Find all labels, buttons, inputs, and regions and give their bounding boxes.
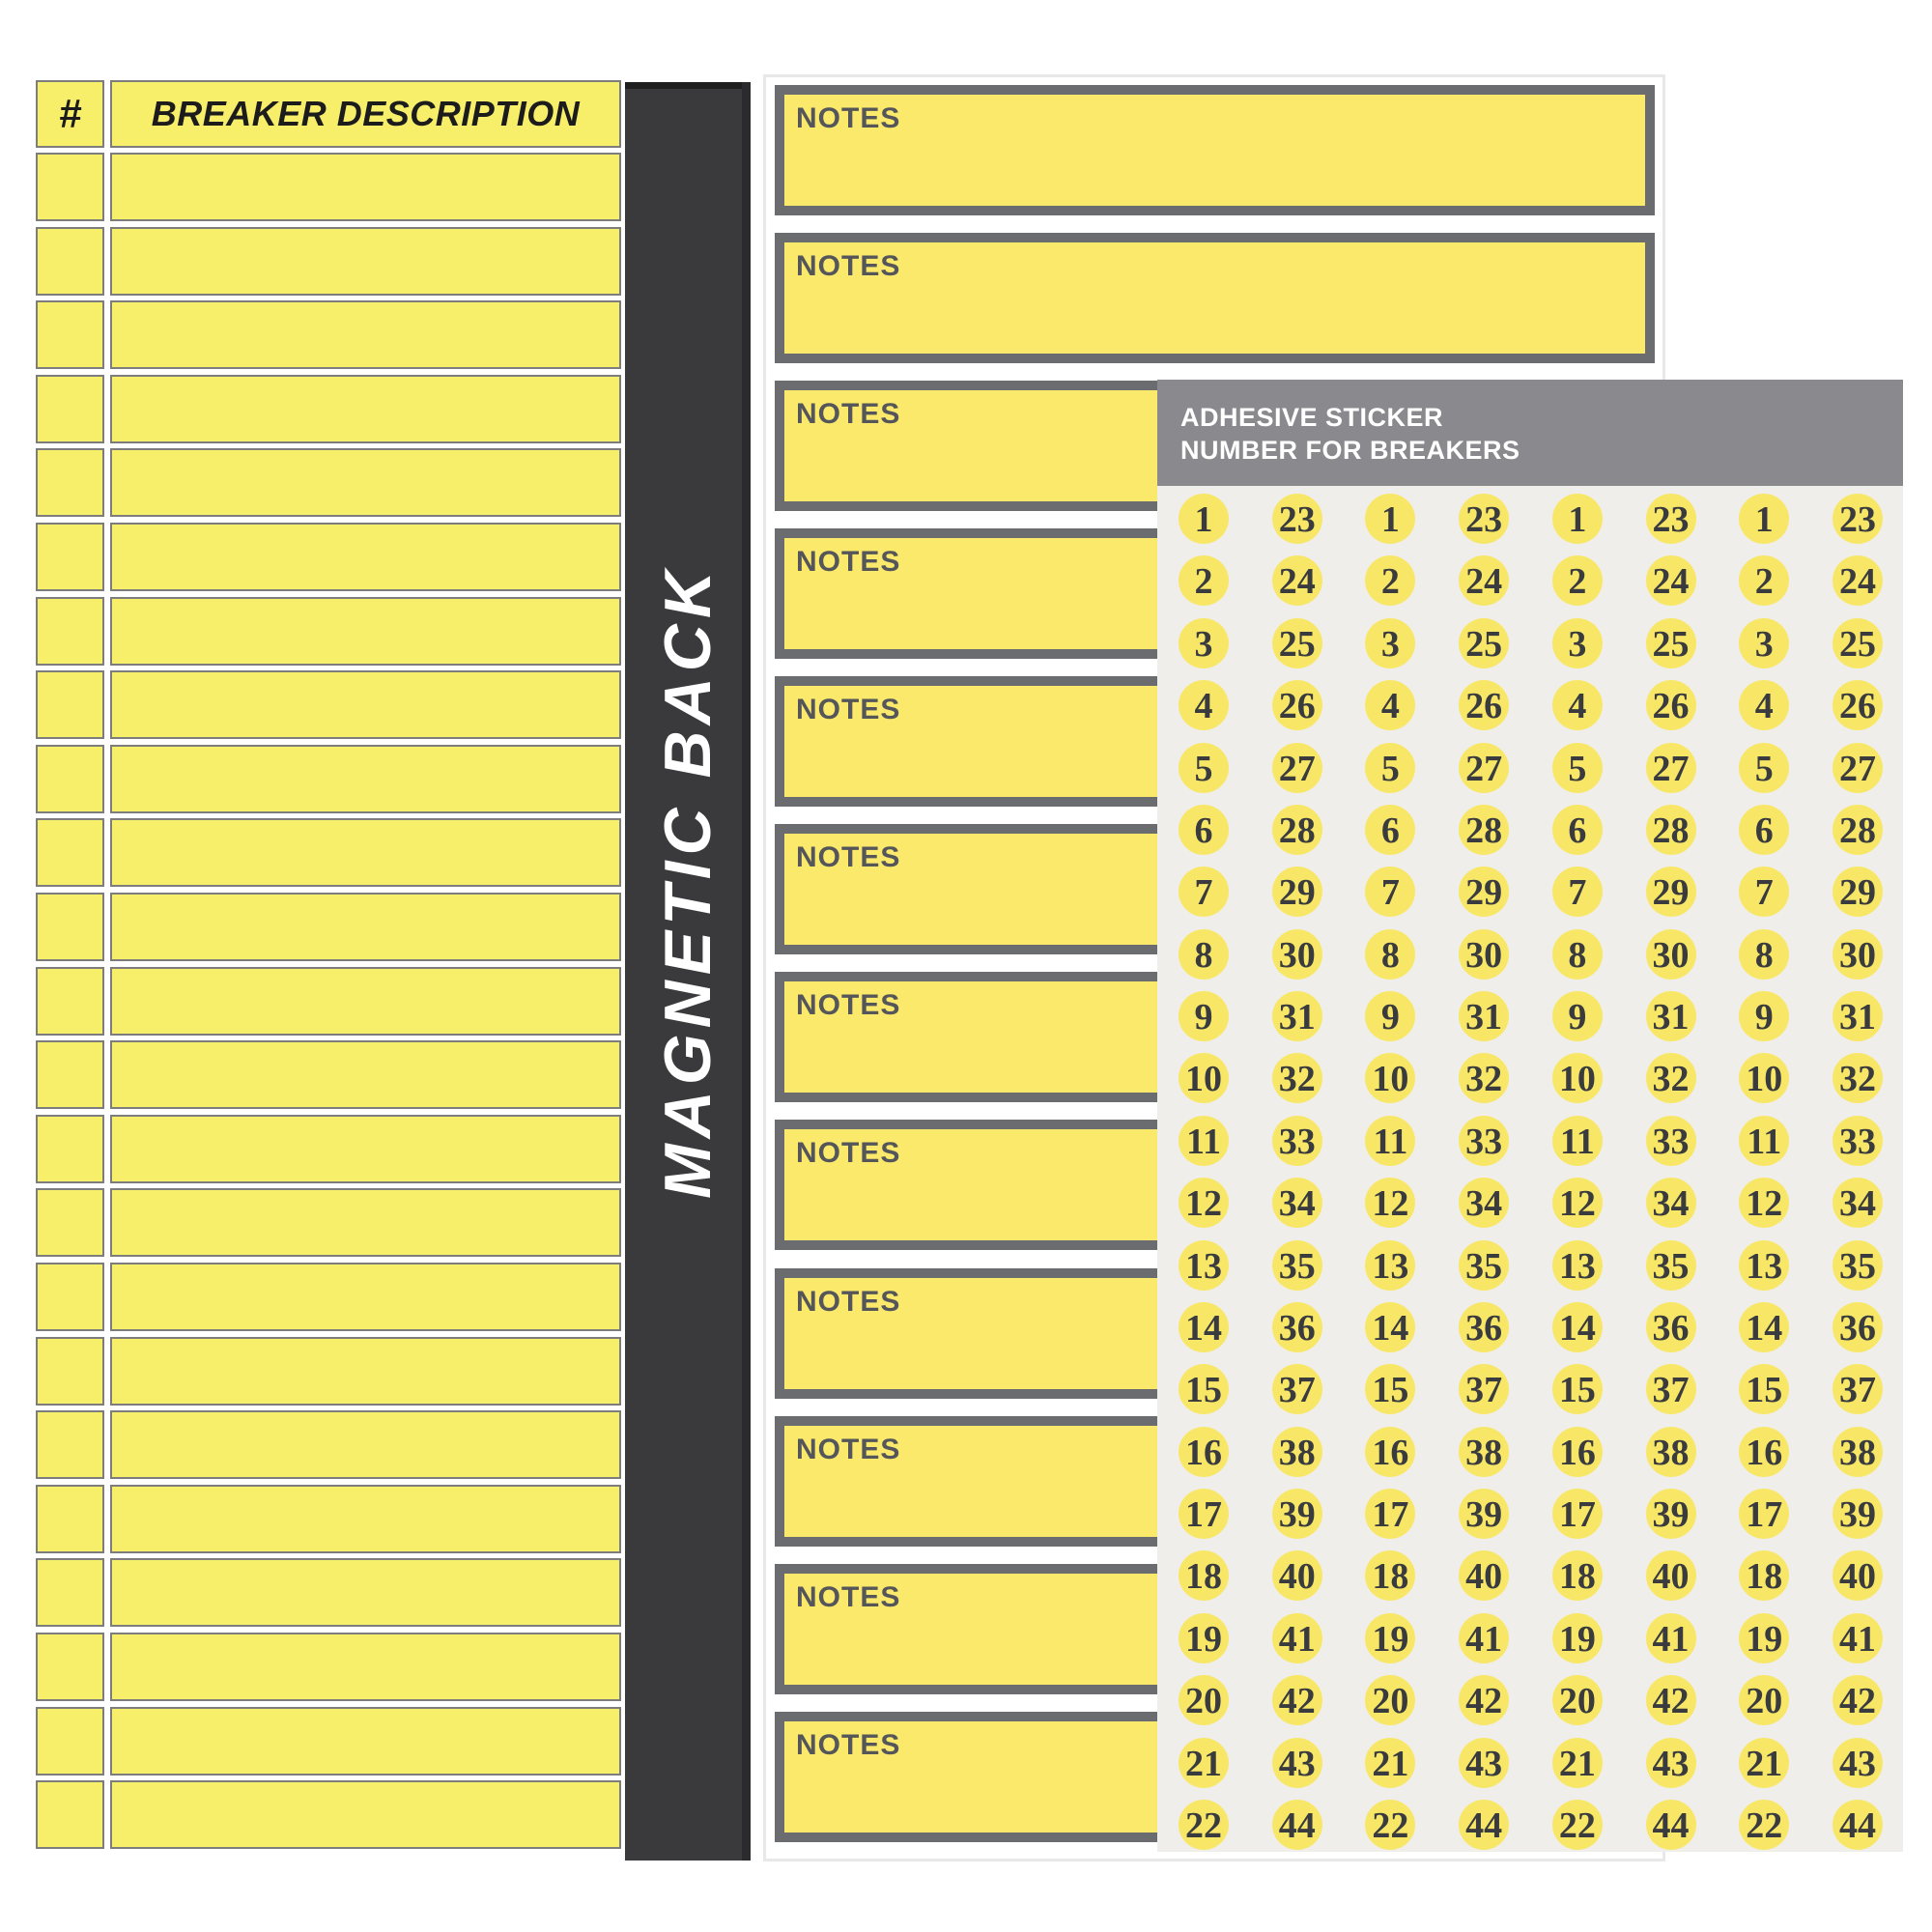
sticker-circle: 28 bbox=[1459, 805, 1509, 855]
sticker-sheet-header bbox=[1157, 380, 1903, 486]
sticker-circle: 41 bbox=[1646, 1613, 1696, 1663]
sticker-circle: 42 bbox=[1833, 1675, 1883, 1725]
sticker-circle: 40 bbox=[1459, 1550, 1509, 1601]
sticker-circle: 21 bbox=[1739, 1738, 1789, 1788]
sticker-circle: 28 bbox=[1646, 805, 1696, 855]
sticker-circle: 6 bbox=[1365, 805, 1415, 855]
breaker-description-cell bbox=[110, 1707, 621, 1776]
breaker-description-cell bbox=[110, 670, 621, 739]
breaker-number-cell bbox=[36, 300, 104, 369]
sticker-circle: 26 bbox=[1272, 680, 1322, 730]
sticker-circle: 43 bbox=[1646, 1738, 1696, 1788]
sticker-circle: 38 bbox=[1646, 1427, 1696, 1477]
breaker-description-header: BREAKER DESCRIPTION bbox=[110, 80, 621, 148]
sticker-circle: 23 bbox=[1646, 494, 1696, 544]
sticker-circle: 34 bbox=[1459, 1178, 1509, 1228]
sticker-circle: 7 bbox=[1365, 867, 1415, 917]
sticker-circle: 14 bbox=[1179, 1302, 1229, 1352]
sticker-circle: 14 bbox=[1552, 1302, 1603, 1352]
note-box-label: NOTES bbox=[796, 546, 901, 579]
sticker-circle: 26 bbox=[1646, 680, 1696, 730]
breaker-number-cell bbox=[36, 893, 104, 961]
sticker-circle: 26 bbox=[1833, 680, 1883, 730]
sticker-circle: 18 bbox=[1739, 1550, 1789, 1601]
breaker-number-cell bbox=[36, 1263, 104, 1331]
sticker-circle: 5 bbox=[1739, 743, 1789, 793]
sticker-circle: 42 bbox=[1272, 1675, 1322, 1725]
sticker-circle: 24 bbox=[1646, 555, 1696, 606]
sticker-circle: 6 bbox=[1552, 805, 1603, 855]
sticker-circle: 44 bbox=[1272, 1800, 1322, 1850]
sticker-circle: 21 bbox=[1552, 1738, 1603, 1788]
sticker-circle: 34 bbox=[1646, 1178, 1696, 1228]
breaker-description-cell bbox=[110, 893, 621, 961]
breaker-number-cell bbox=[36, 745, 104, 813]
sticker-circle: 24 bbox=[1272, 555, 1322, 606]
sticker-circle: 19 bbox=[1739, 1613, 1789, 1663]
sticker-circle: 12 bbox=[1365, 1178, 1415, 1228]
sticker-circle: 9 bbox=[1365, 991, 1415, 1041]
breaker-description-cell bbox=[110, 1188, 621, 1257]
sticker-circle: 7 bbox=[1552, 867, 1603, 917]
breaker-table bbox=[36, 80, 621, 1851]
sticker-circle: 3 bbox=[1179, 618, 1229, 668]
sticker-circle: 3 bbox=[1365, 618, 1415, 668]
sticker-circle: 4 bbox=[1365, 680, 1415, 730]
sticker-circle: 15 bbox=[1739, 1364, 1789, 1414]
sticker-circle: 33 bbox=[1646, 1116, 1696, 1166]
sticker-circle: 5 bbox=[1365, 743, 1415, 793]
sticker-circle: 10 bbox=[1552, 1053, 1603, 1103]
sticker-circle: 3 bbox=[1739, 618, 1789, 668]
breaker-description-cell bbox=[110, 227, 621, 296]
sticker-circle: 36 bbox=[1646, 1302, 1696, 1352]
sticker-circle: 28 bbox=[1272, 805, 1322, 855]
breaker-description-cell bbox=[110, 1558, 621, 1627]
sticker-circle: 27 bbox=[1646, 743, 1696, 793]
sticker-circle: 32 bbox=[1646, 1053, 1696, 1103]
sticker-circle: 19 bbox=[1179, 1613, 1229, 1663]
breaker-number-cell bbox=[36, 375, 104, 443]
sticker-circle: 21 bbox=[1365, 1738, 1415, 1788]
sticker-circle: 32 bbox=[1459, 1053, 1509, 1103]
sticker-circle: 41 bbox=[1272, 1613, 1322, 1663]
sticker-circle: 3 bbox=[1552, 618, 1603, 668]
note-box-label: NOTES bbox=[796, 1580, 901, 1613]
sticker-circle: 40 bbox=[1833, 1550, 1883, 1601]
breaker-number-cell bbox=[36, 1707, 104, 1776]
sticker-circle: 31 bbox=[1272, 991, 1322, 1041]
sticker-circle: 38 bbox=[1833, 1427, 1883, 1477]
sticker-circle: 7 bbox=[1179, 867, 1229, 917]
breaker-number-cell bbox=[36, 1188, 104, 1257]
sticker-circle: 32 bbox=[1833, 1053, 1883, 1103]
sticker-circle: 19 bbox=[1365, 1613, 1415, 1663]
sticker-circle: 6 bbox=[1739, 805, 1789, 855]
sticker-circle: 27 bbox=[1833, 743, 1883, 793]
sticker-circle: 37 bbox=[1459, 1364, 1509, 1414]
sticker-circle: 15 bbox=[1552, 1364, 1603, 1414]
breaker-description-cell bbox=[110, 1040, 621, 1109]
sticker-circle: 14 bbox=[1739, 1302, 1789, 1352]
sticker-circle: 43 bbox=[1272, 1738, 1322, 1788]
breaker-number-cell bbox=[36, 1115, 104, 1183]
sticker-circle: 22 bbox=[1739, 1800, 1789, 1850]
magnetic-back-strip bbox=[625, 82, 751, 1861]
note-box-label: NOTES bbox=[796, 1728, 901, 1761]
sticker-circle: 16 bbox=[1739, 1427, 1789, 1477]
breaker-description-cell bbox=[110, 1115, 621, 1183]
sticker-circle: 5 bbox=[1552, 743, 1603, 793]
breaker-description-cell bbox=[110, 1410, 621, 1479]
sticker-circle: 10 bbox=[1365, 1053, 1415, 1103]
sticker-circle: 11 bbox=[1739, 1116, 1789, 1166]
sticker-circle: 12 bbox=[1739, 1178, 1789, 1228]
sticker-circle: 18 bbox=[1365, 1550, 1415, 1601]
sticker-circle: 23 bbox=[1272, 494, 1322, 544]
sticker-circle: 20 bbox=[1179, 1675, 1229, 1725]
sticker-circle: 44 bbox=[1459, 1800, 1509, 1850]
sticker-circle: 27 bbox=[1272, 743, 1322, 793]
sticker-circle: 41 bbox=[1459, 1613, 1509, 1663]
note-box-label: NOTES bbox=[796, 398, 901, 431]
sticker-circle: 35 bbox=[1459, 1240, 1509, 1291]
sticker-circle: 43 bbox=[1459, 1738, 1509, 1788]
sticker-circle: 17 bbox=[1179, 1489, 1229, 1539]
sticker-circle: 39 bbox=[1833, 1489, 1883, 1539]
sticker-circle: 17 bbox=[1739, 1489, 1789, 1539]
note-box bbox=[775, 233, 1655, 363]
sticker-circle: 18 bbox=[1179, 1550, 1229, 1601]
sticker-sheet-title-line1: ADHESIVE STICKER bbox=[1180, 403, 1444, 432]
sticker-circle: 35 bbox=[1646, 1240, 1696, 1291]
note-box-label: NOTES bbox=[796, 1137, 901, 1170]
breaker-number-cell bbox=[36, 1485, 104, 1553]
sticker-circle: 9 bbox=[1739, 991, 1789, 1041]
sticker-circle: 25 bbox=[1459, 618, 1509, 668]
sticker-circle: 2 bbox=[1179, 555, 1229, 606]
sticker-circle: 43 bbox=[1833, 1738, 1883, 1788]
sticker-circle: 15 bbox=[1179, 1364, 1229, 1414]
sticker-circle: 12 bbox=[1552, 1178, 1603, 1228]
sticker-circle: 39 bbox=[1459, 1489, 1509, 1539]
note-box-label: NOTES bbox=[796, 694, 901, 726]
breaker-number-cell bbox=[36, 1633, 104, 1701]
sticker-circle: 36 bbox=[1272, 1302, 1322, 1352]
sticker-circle: 13 bbox=[1739, 1240, 1789, 1291]
sticker-circle: 25 bbox=[1272, 618, 1322, 668]
sticker-circle: 12 bbox=[1179, 1178, 1229, 1228]
breaker-number-cell bbox=[36, 1780, 104, 1849]
sticker-circle: 17 bbox=[1552, 1489, 1603, 1539]
sticker-circle: 9 bbox=[1552, 991, 1603, 1041]
sticker-circle: 18 bbox=[1552, 1550, 1603, 1601]
sticker-circle: 21 bbox=[1179, 1738, 1229, 1788]
note-box bbox=[775, 85, 1655, 215]
breaker-number-cell bbox=[36, 818, 104, 887]
sticker-circle: 37 bbox=[1646, 1364, 1696, 1414]
sticker-circle: 10 bbox=[1739, 1053, 1789, 1103]
sticker-circle: 42 bbox=[1459, 1675, 1509, 1725]
sticker-sheet bbox=[1157, 380, 1903, 1852]
sticker-circle: 44 bbox=[1646, 1800, 1696, 1850]
sticker-circle: 37 bbox=[1272, 1364, 1322, 1414]
sticker-circle: 30 bbox=[1459, 929, 1509, 980]
sticker-circle: 8 bbox=[1365, 929, 1415, 980]
sticker-circle: 26 bbox=[1459, 680, 1509, 730]
sticker-circle: 39 bbox=[1272, 1489, 1322, 1539]
sticker-circle: 11 bbox=[1552, 1116, 1603, 1166]
sticker-circle: 40 bbox=[1646, 1550, 1696, 1601]
breaker-description-cell bbox=[110, 597, 621, 666]
sticker-circle: 31 bbox=[1459, 991, 1509, 1041]
magnetic-back-label: MAGNETIC BACK bbox=[651, 565, 724, 1200]
sticker-circle: 4 bbox=[1552, 680, 1603, 730]
breaker-description-cell bbox=[110, 1337, 621, 1406]
sticker-circle: 16 bbox=[1365, 1427, 1415, 1477]
sticker-circle: 30 bbox=[1646, 929, 1696, 980]
breaker-description-cell bbox=[110, 448, 621, 517]
sticker-circle: 24 bbox=[1459, 555, 1509, 606]
sticker-circle: 16 bbox=[1179, 1427, 1229, 1477]
sticker-circle: 32 bbox=[1272, 1053, 1322, 1103]
sticker-circle: 34 bbox=[1833, 1178, 1883, 1228]
sticker-circle: 36 bbox=[1833, 1302, 1883, 1352]
sticker-circle: 29 bbox=[1833, 867, 1883, 917]
sticker-circle: 35 bbox=[1833, 1240, 1883, 1291]
sticker-circle: 9 bbox=[1179, 991, 1229, 1041]
breaker-description-cell bbox=[110, 1633, 621, 1701]
sticker-circle: 1 bbox=[1179, 494, 1229, 544]
sticker-circle: 31 bbox=[1646, 991, 1696, 1041]
breaker-number-header: # bbox=[36, 80, 104, 148]
sticker-circle: 29 bbox=[1272, 867, 1322, 917]
breaker-description-cell bbox=[110, 1780, 621, 1849]
breaker-number-cell bbox=[36, 670, 104, 739]
sticker-circle: 23 bbox=[1459, 494, 1509, 544]
sticker-circle: 11 bbox=[1179, 1116, 1229, 1166]
sticker-circle: 40 bbox=[1272, 1550, 1322, 1601]
sticker-circle: 8 bbox=[1552, 929, 1603, 980]
sticker-circle: 30 bbox=[1833, 929, 1883, 980]
sticker-circle: 10 bbox=[1179, 1053, 1229, 1103]
sticker-circle: 4 bbox=[1179, 680, 1229, 730]
sticker-circle: 35 bbox=[1272, 1240, 1322, 1291]
breaker-number-cell bbox=[36, 153, 104, 221]
sticker-circle: 8 bbox=[1179, 929, 1229, 980]
sticker-circle: 14 bbox=[1365, 1302, 1415, 1352]
sticker-circle: 39 bbox=[1646, 1489, 1696, 1539]
sticker-circle: 36 bbox=[1459, 1302, 1509, 1352]
sticker-circle: 1 bbox=[1552, 494, 1603, 544]
sticker-circle: 44 bbox=[1833, 1800, 1883, 1850]
breaker-number-cell bbox=[36, 1558, 104, 1627]
breaker-number-cell bbox=[36, 1040, 104, 1109]
sticker-circle: 31 bbox=[1833, 991, 1883, 1041]
sticker-circle: 24 bbox=[1833, 555, 1883, 606]
sticker-circle: 28 bbox=[1833, 805, 1883, 855]
breaker-description-cell bbox=[110, 523, 621, 591]
sticker-circle: 38 bbox=[1272, 1427, 1322, 1477]
sticker-circle: 1 bbox=[1365, 494, 1415, 544]
sticker-circle: 34 bbox=[1272, 1178, 1322, 1228]
sticker-circle: 22 bbox=[1179, 1800, 1229, 1850]
sticker-circle: 13 bbox=[1552, 1240, 1603, 1291]
sticker-circle: 13 bbox=[1179, 1240, 1229, 1291]
sticker-circle: 41 bbox=[1833, 1613, 1883, 1663]
breaker-number-cell bbox=[36, 597, 104, 666]
sticker-circle: 15 bbox=[1365, 1364, 1415, 1414]
sticker-circle: 2 bbox=[1552, 555, 1603, 606]
sticker-circle: 29 bbox=[1646, 867, 1696, 917]
sticker-sheet-title-line2: NUMBER FOR BREAKERS bbox=[1180, 436, 1520, 465]
sticker-circle: 25 bbox=[1833, 618, 1883, 668]
breaker-number-cell bbox=[36, 1337, 104, 1406]
sticker-circle: 11 bbox=[1365, 1116, 1415, 1166]
sticker-circle: 13 bbox=[1365, 1240, 1415, 1291]
sticker-circle: 29 bbox=[1459, 867, 1509, 917]
breaker-description-cell bbox=[110, 745, 621, 813]
breaker-description-cell bbox=[110, 967, 621, 1036]
note-box-label: NOTES bbox=[796, 841, 901, 874]
sticker-circle: 33 bbox=[1459, 1116, 1509, 1166]
breaker-description-cell bbox=[110, 153, 621, 221]
sticker-circle: 5 bbox=[1179, 743, 1229, 793]
breaker-number-cell bbox=[36, 227, 104, 296]
sticker-circle: 2 bbox=[1365, 555, 1415, 606]
note-box-label: NOTES bbox=[796, 102, 901, 134]
breaker-number-cell bbox=[36, 523, 104, 591]
sticker-circle: 6 bbox=[1179, 805, 1229, 855]
sticker-circle: 23 bbox=[1833, 494, 1883, 544]
sticker-circle: 16 bbox=[1552, 1427, 1603, 1477]
sticker-circle: 20 bbox=[1739, 1675, 1789, 1725]
breaker-number-cell bbox=[36, 967, 104, 1036]
sticker-circle: 20 bbox=[1552, 1675, 1603, 1725]
sticker-circle: 1 bbox=[1739, 494, 1789, 544]
sticker-circle: 30 bbox=[1272, 929, 1322, 980]
sticker-circle: 33 bbox=[1833, 1116, 1883, 1166]
breaker-description-cell bbox=[110, 818, 621, 887]
breaker-number-cell bbox=[36, 448, 104, 517]
sticker-circle: 22 bbox=[1365, 1800, 1415, 1850]
note-box-label: NOTES bbox=[796, 989, 901, 1022]
breaker-description-cell bbox=[110, 1263, 621, 1331]
breaker-description-cell bbox=[110, 1485, 621, 1553]
sticker-circle: 38 bbox=[1459, 1427, 1509, 1477]
sticker-circle: 33 bbox=[1272, 1116, 1322, 1166]
sticker-circle: 4 bbox=[1739, 680, 1789, 730]
note-box-label: NOTES bbox=[796, 1433, 901, 1465]
sticker-circle: 37 bbox=[1833, 1364, 1883, 1414]
breaker-description-cell bbox=[110, 300, 621, 369]
note-box-label: NOTES bbox=[796, 1285, 901, 1318]
sticker-circle: 42 bbox=[1646, 1675, 1696, 1725]
note-box-label: NOTES bbox=[796, 250, 901, 283]
sticker-circle: 17 bbox=[1365, 1489, 1415, 1539]
breaker-number-cell bbox=[36, 1410, 104, 1479]
sticker-circle: 20 bbox=[1365, 1675, 1415, 1725]
sticker-circle: 8 bbox=[1739, 929, 1789, 980]
breaker-description-cell bbox=[110, 375, 621, 443]
sticker-circle: 19 bbox=[1552, 1613, 1603, 1663]
sticker-circle: 2 bbox=[1739, 555, 1789, 606]
sticker-circle: 22 bbox=[1552, 1800, 1603, 1850]
sticker-circle: 27 bbox=[1459, 743, 1509, 793]
sticker-circle: 7 bbox=[1739, 867, 1789, 917]
sticker-circle: 25 bbox=[1646, 618, 1696, 668]
